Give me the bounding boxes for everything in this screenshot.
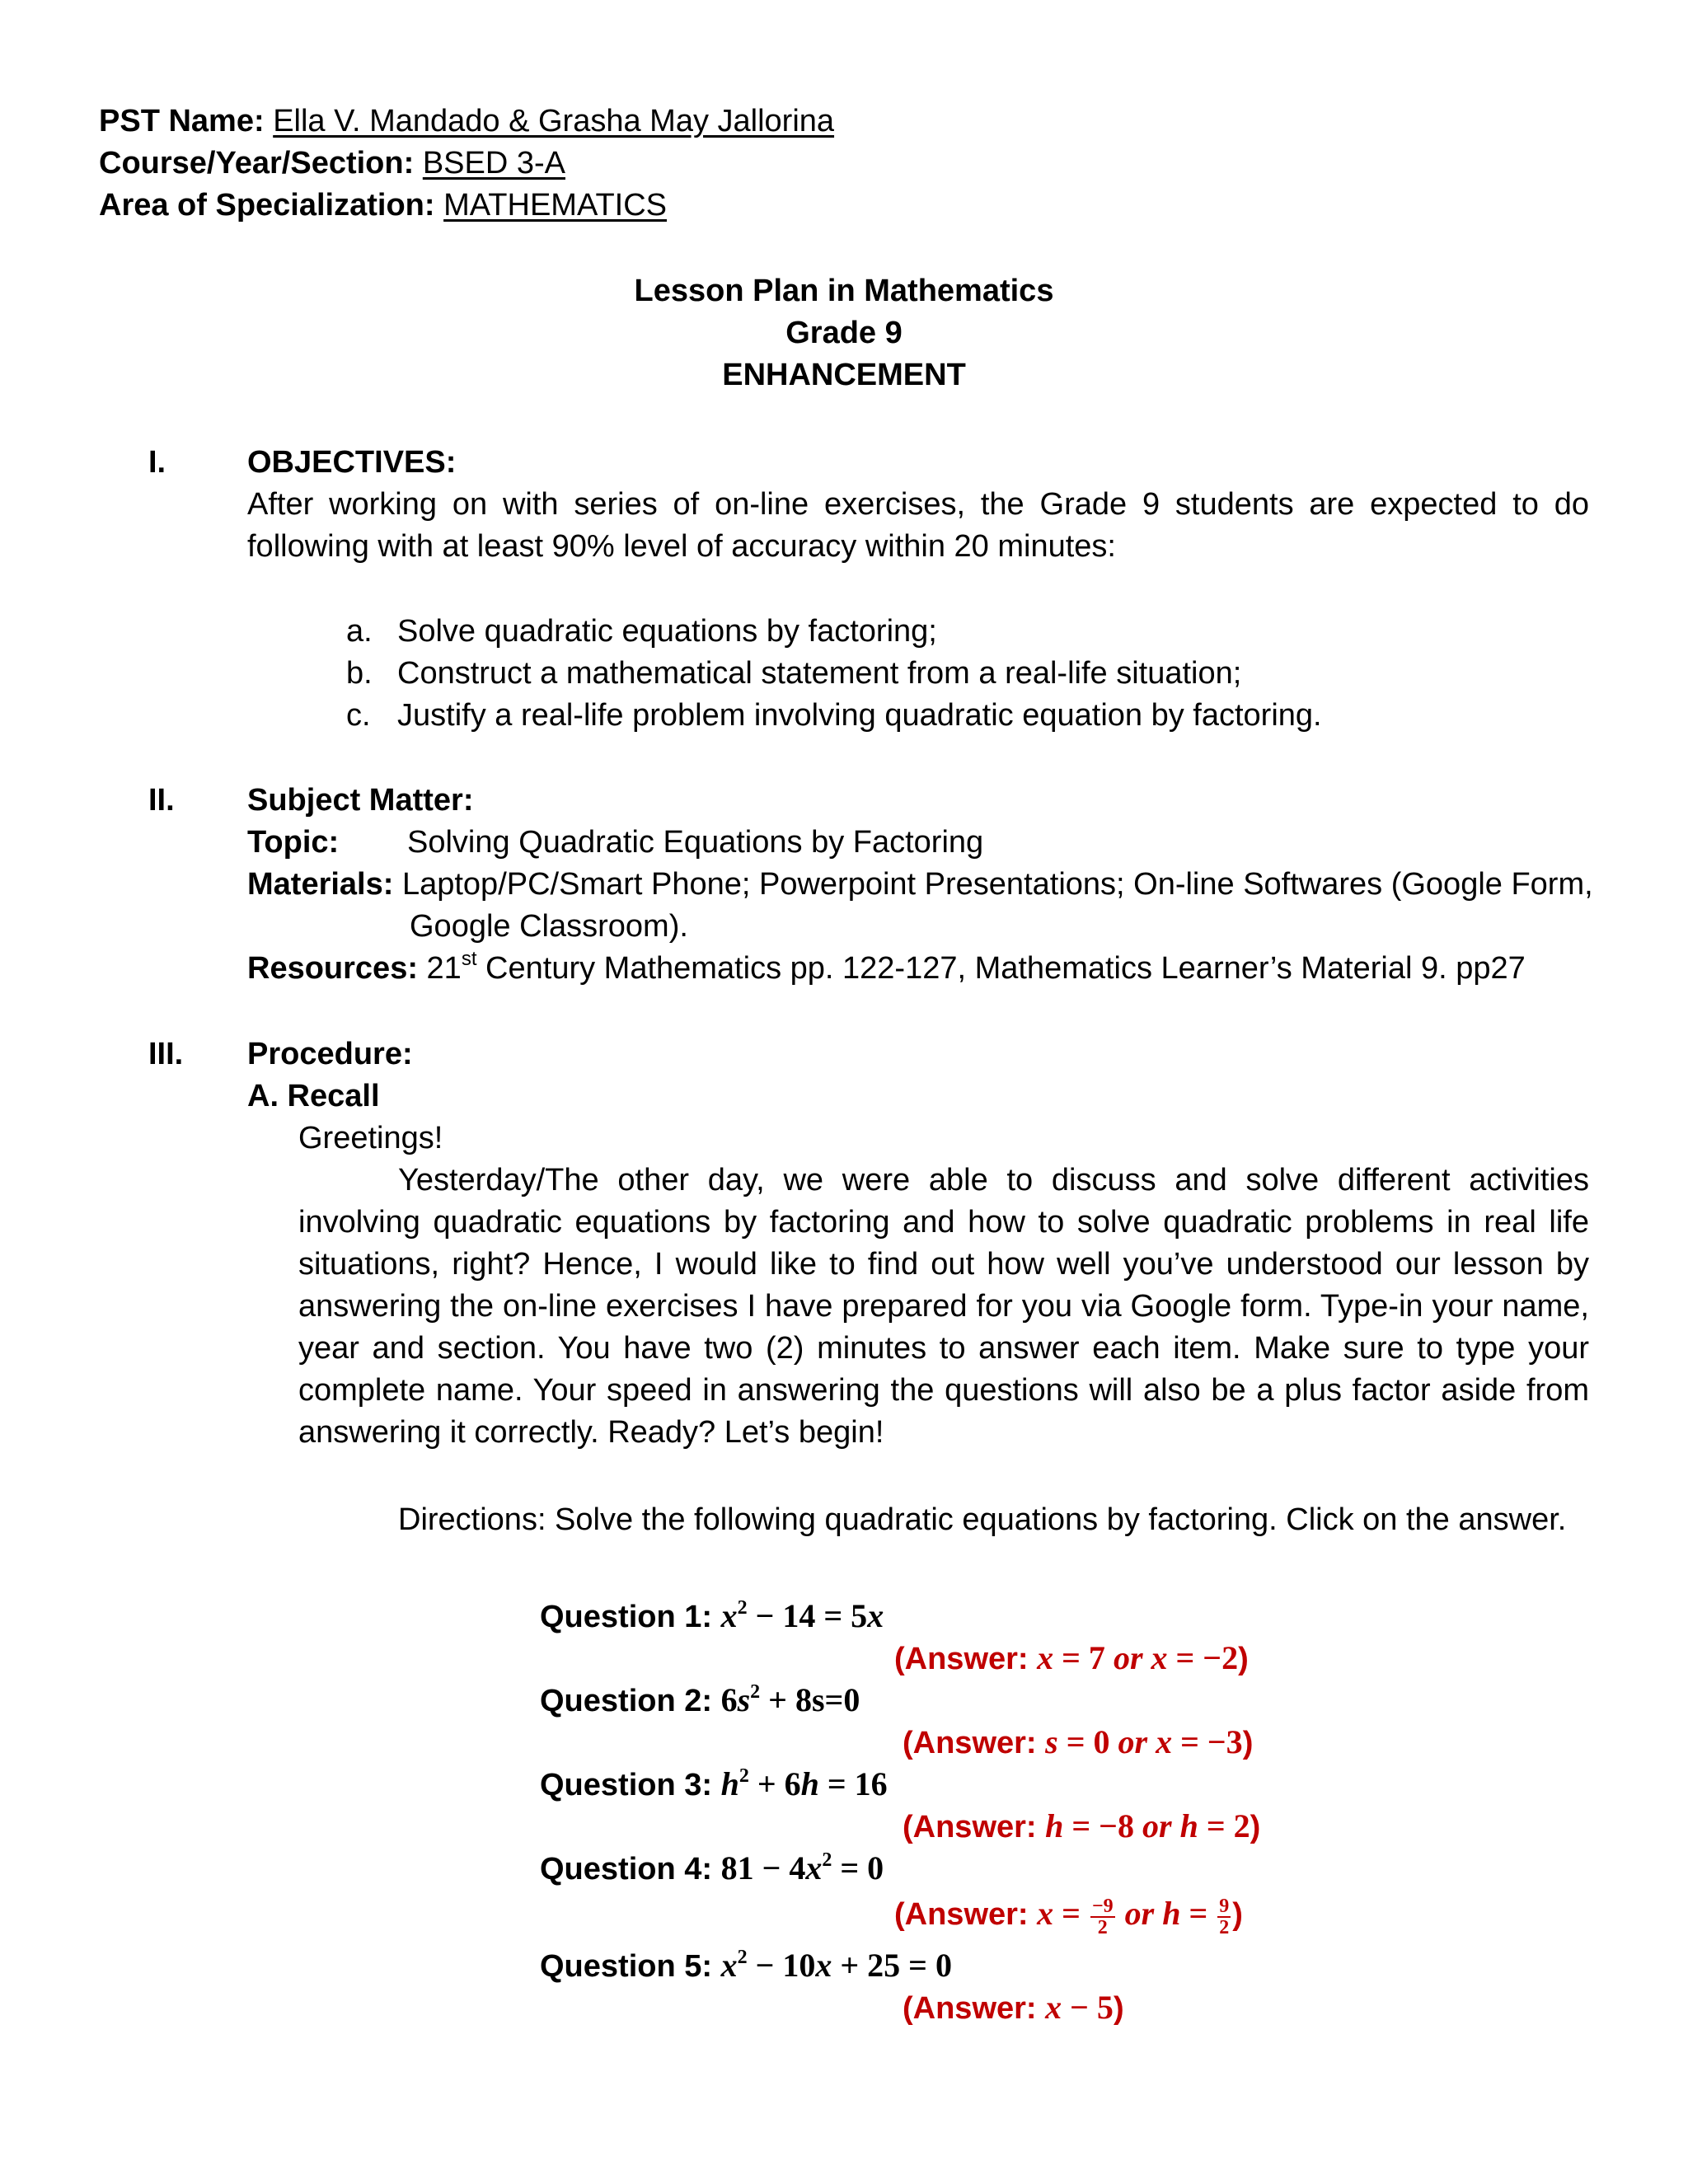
section1-numeral: I. xyxy=(148,445,166,480)
question-label: Question 3: xyxy=(540,1768,713,1802)
fraction: $\frac{-9}{2}$ xyxy=(1091,1895,1114,1938)
paragraph-line: answering it correctly. Ready? Let’s begin! xyxy=(298,1415,884,1450)
materials-line xyxy=(247,864,1593,905)
resources-label: Resources: xyxy=(247,951,418,986)
area-label: Area of Specialization: xyxy=(99,188,435,223)
paragraph-line: Yesterday/The other day, we were able to discuss and solve different activities xyxy=(398,1163,1589,1197)
answer-1: (Answer: x = 7 or x = −2) xyxy=(894,1639,1249,1676)
resources-edition-suffix: st xyxy=(461,948,477,970)
pst-name-value: Ella V. Mandado & Grasha May Jallorina xyxy=(273,104,835,138)
course-line xyxy=(99,143,565,184)
paragraph-line: involving quadratic equations by factoring and how to solve quadratic problems in real life xyxy=(298,1205,1589,1240)
resources-value: Century Mathematics pp. 122-127, Mathematics Learner’s Material 9. pp27 xyxy=(476,951,1526,986)
title-line3: ENHANCEMENT xyxy=(722,358,966,392)
answer-3: (Answer: h = −8 or h = 2) xyxy=(903,1807,1261,1844)
section1-intro-line: following with at least 90% level of accuracy within 20 minutes: xyxy=(247,529,1116,564)
question-1 xyxy=(540,1596,884,1638)
question-2 xyxy=(540,1680,860,1722)
fraction: $\frac{9}{2}$ xyxy=(1219,1895,1230,1938)
materials-value: Laptop/PC/Smart Phone; Powerpoint Presentations; On-line Softwares (Google Form, xyxy=(401,867,1593,902)
question-label: Question 1: xyxy=(540,1600,713,1634)
question-label: Question 2: xyxy=(540,1684,713,1718)
question-equation: $h^2 + 6h = 16$ xyxy=(720,1765,888,1802)
paragraph-line: answering the on-line exercises I have prepared for you via Google form. Type-in your name, xyxy=(298,1289,1589,1324)
question-equation: $x^2 - 14 = 5x$ xyxy=(720,1597,884,1634)
question-5 xyxy=(540,1945,952,1987)
question-equation: $81 - 4x^2 = 0$ xyxy=(720,1849,884,1886)
objective-letter: a. xyxy=(346,614,373,649)
section2-numeral: II. xyxy=(148,783,175,818)
paragraph-line: complete name. Your speed in answering the questions will also be a plus factor aside from xyxy=(298,1373,1589,1408)
answer-4: (Answer: x = $\frac{-9}{2}$ or h = $\frac{9}{2}$ ) xyxy=(894,1895,1243,1938)
paragraph-line: year and section. You have two (2) minutes to answer each item. Make sure to type your xyxy=(298,1331,1589,1366)
resources-edition: 21 xyxy=(426,951,462,986)
objective-letter: c. xyxy=(346,698,371,733)
objective-letter: b. xyxy=(346,656,373,691)
paragraph-line: situations, right? Hence, I would like to find out how well you’ve understood our lesson by xyxy=(298,1247,1589,1282)
question-3 xyxy=(540,1764,888,1806)
objective-item: Justify a real-life problem involving quadratic equation by factoring. xyxy=(397,698,1322,733)
objective-item: Construct a mathematical statement from a real-life situation; xyxy=(397,656,1242,691)
directions: Directions: Solve the following quadratic equations by factoring. Click on the answer. xyxy=(398,1502,1567,1537)
materials-label: Materials: xyxy=(247,867,394,902)
topic-label: Topic: xyxy=(247,825,340,860)
question-4 xyxy=(540,1848,884,1890)
section2-heading: Subject Matter: xyxy=(247,783,474,818)
area-value: MATHEMATICS xyxy=(443,188,668,223)
pst-name-line xyxy=(99,101,834,142)
course-label: Course/Year/Section: xyxy=(99,146,415,180)
section1-intro-line: After working on with series of on-line exercises, the Grade 9 students are expected to do xyxy=(247,487,1589,522)
objective-item: Solve quadratic equations by factoring; xyxy=(397,614,937,649)
title-line2: Grade 9 xyxy=(785,316,903,350)
question-label: Question 4: xyxy=(540,1852,713,1886)
question-label: Question 5: xyxy=(540,1949,713,1984)
section1-intro xyxy=(247,484,1589,568)
pst-name-label: PST Name: xyxy=(99,104,265,138)
section1-heading: OBJECTIVES: xyxy=(247,445,457,480)
answer-5: (Answer: x − 5) xyxy=(903,1989,1124,2026)
question-equation: $6s^2 + 8s=0$ xyxy=(720,1681,860,1718)
topic-line xyxy=(247,822,983,863)
recall-paragraph xyxy=(298,1160,1589,1454)
greeting: Greetings! xyxy=(298,1121,443,1155)
topic-value: Solving Quadratic Equations by Factoring xyxy=(407,825,984,860)
question-equation: $x^2 - 10x + 25 = 0$ xyxy=(720,1947,952,1984)
recall-heading: A. Recall xyxy=(247,1079,380,1113)
resources-line xyxy=(247,948,1526,989)
course-value: BSED 3-A xyxy=(422,146,565,180)
section3-numeral: III. xyxy=(148,1037,184,1071)
section3-heading: Procedure: xyxy=(247,1037,413,1071)
area-line xyxy=(99,185,667,226)
title-line1: Lesson Plan in Mathematics xyxy=(634,274,1054,308)
answer-2: (Answer: s = 0 or x = −3) xyxy=(903,1723,1254,1760)
materials-continuation: Google Classroom). xyxy=(410,909,688,944)
